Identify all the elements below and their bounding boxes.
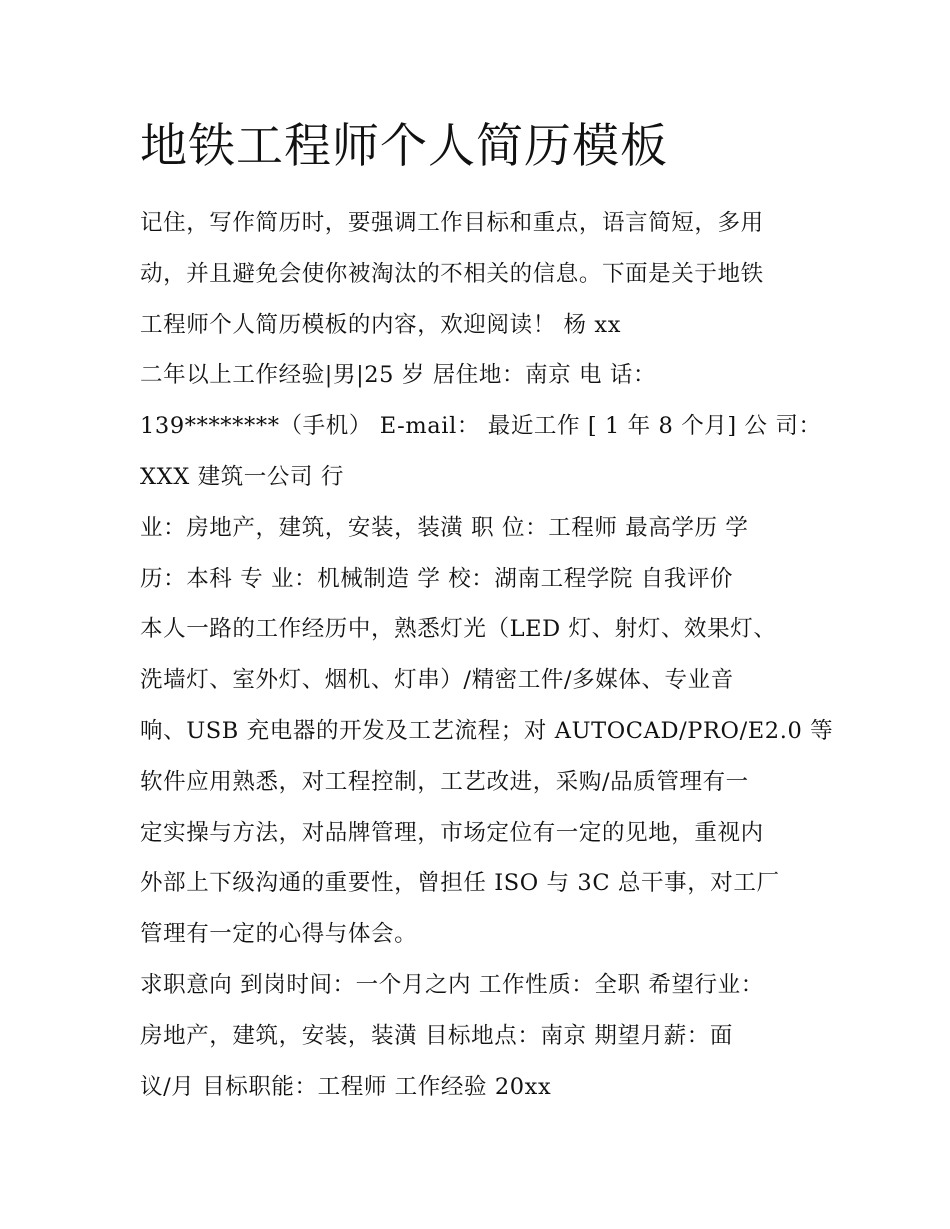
text-line: 洗墙灯、室外灯、烟机、灯串）/精密工件/多媒体、专业音	[140, 667, 734, 694]
text-line: 本人一路的工作经历中，熟悉灯光（LED 灯、射灯、效果灯、	[140, 616, 777, 643]
text-line: 记住，写作简历时，要强调工作目标和重点，语言简短，多用	[140, 210, 764, 236]
text-line: 动，并且避免会使你被淘汰的不相关的信息。下面是关于地铁	[140, 260, 764, 287]
text-line: 二年以上工作经验|男|25 岁 居住地：南京 电 话：	[140, 362, 657, 389]
text-line: 工程师个人简历模板的内容，欢迎阅读！ 杨 xx	[140, 311, 621, 338]
text-line: 外部上下级沟通的重要性，曾担任 ISO 与 3C 总干事，对工厂	[140, 870, 780, 897]
page-title: 地铁工程师个人简历模板	[140, 119, 668, 174]
text-line: 求职意向 到岗时间：一个月之内 工作性质：全职 希望行业：	[140, 971, 764, 998]
text-line: 软件应用熟悉，对工程控制，工艺改进，采购/品质管理有一	[140, 768, 749, 795]
text-line: XXX 建筑一公司 行	[140, 463, 344, 490]
text-line: 业：房地产，建筑，安装，装潢 职 位：工程师 最高学历 学	[140, 514, 749, 541]
text-line: 房地产，建筑，安装，装潢 目标地点：南京 期望月薪：面	[140, 1022, 734, 1049]
text-line: 定实操与方法，对品牌管理，市场定位有一定的见地，重视内	[140, 819, 764, 846]
text-line: 管理有一定的心得与体会。	[140, 921, 418, 948]
body-text	[140, 198, 860, 1112]
text-line: 历：本科 专 业：机械制造 学 校：湖南工程学院 自我评价	[140, 565, 734, 592]
text-line: 响、USB 充电器的开发及工艺流程；对 AUTOCAD/PRO/E2.0 等	[140, 717, 834, 744]
text-line: 139********（手机） E-mail： 最近工作 [ 1 年 8 个月] 公 司：	[140, 413, 822, 440]
text-line: 议/月 目标职能：工程师 工作经验 20xx	[140, 1073, 552, 1100]
